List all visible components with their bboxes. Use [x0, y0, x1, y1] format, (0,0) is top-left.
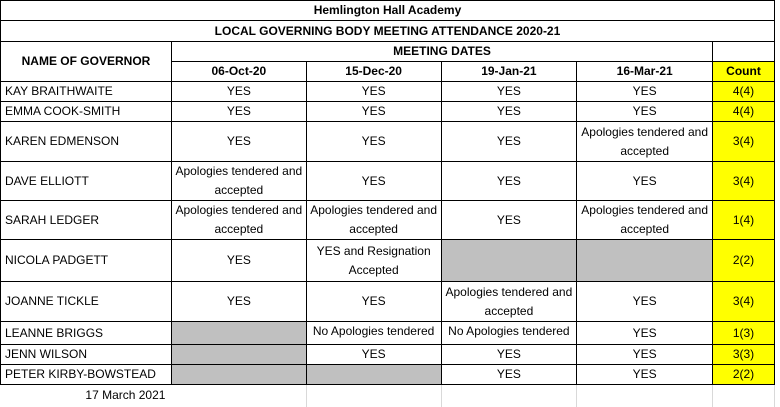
attendance-cell: YES — [577, 102, 713, 122]
attendance-cell: YES — [441, 365, 577, 385]
footer-date: 17 March 2021 — [85, 388, 166, 403]
attendance-cell: Apologies tendered and accepted — [306, 201, 441, 240]
attendance-cell: Apologies tendered and accepted — [441, 282, 577, 322]
attendance-cell: No Apologies tendered — [306, 322, 441, 345]
not-applicable-cell — [171, 345, 306, 365]
governor-name: EMMA COOK-SMITH — [1, 102, 172, 122]
attendance-cell: YES — [171, 282, 306, 322]
count-cell: 2(2) — [713, 240, 775, 282]
governor-name: JENN WILSON — [1, 345, 172, 365]
attendance-cell: YES — [577, 162, 713, 201]
attendance-cell: Apologies tendered and accepted — [577, 201, 713, 240]
attendance-cell: YES — [171, 102, 306, 122]
table-subtitle: LOCAL GOVERNING BODY MEETING ATTENDANCE 2020-21 — [1, 21, 775, 42]
attendance-cell: YES — [171, 240, 306, 282]
attendance-cell: Apologies tendered and accepted — [171, 162, 306, 201]
governor-name: SARAH LEDGER — [1, 201, 172, 240]
not-applicable-cell — [306, 365, 441, 385]
attendance-cell: YES — [306, 122, 441, 162]
governor-name: KAY BRAITHWAITE — [1, 82, 172, 102]
count-cell: 3(4) — [713, 282, 775, 322]
count-cell: 2(2) — [713, 365, 775, 385]
count-cell: 1(4) — [713, 201, 775, 240]
attendance-cell: YES — [441, 201, 577, 240]
school-title: Hemlington Hall Academy — [1, 1, 775, 21]
not-applicable-cell — [171, 322, 306, 345]
governor-name: KAREN EDMENSON — [1, 122, 172, 162]
attendance-cell: YES — [441, 162, 577, 201]
attendance-cell: YES — [577, 82, 713, 102]
count-cell: 3(4) — [713, 122, 775, 162]
date-header: 06-Oct-20 — [171, 62, 306, 82]
governor-name: JOANNE TICKLE — [1, 282, 172, 322]
attendance-cell: YES — [306, 82, 441, 102]
name-header: NAME OF GOVERNOR — [1, 42, 172, 82]
attendance-cell: YES — [577, 365, 713, 385]
date-header: 16-Mar-21 — [577, 62, 713, 82]
attendance-cell: YES — [171, 82, 306, 102]
count-cell: 3(3) — [713, 345, 775, 365]
attendance-cell: YES — [577, 345, 713, 365]
attendance-cell: YES — [441, 345, 577, 365]
date-header: 19-Jan-21 — [441, 62, 577, 82]
attendance-cell: YES — [306, 162, 441, 201]
not-applicable-cell — [577, 240, 713, 282]
governor-name: LEANNE BRIGGS — [1, 322, 172, 345]
attendance-cell: YES — [441, 82, 577, 102]
attendance-cell: YES — [441, 122, 577, 162]
attendance-cell: Apologies tendered and accepted — [171, 201, 306, 240]
count-cell: 4(4) — [713, 82, 775, 102]
governor-name: DAVE ELLIOTT — [1, 162, 172, 201]
governor-name: NICOLA PADGETT — [1, 240, 172, 282]
attendance-cell: YES — [306, 102, 441, 122]
attendance-cell: No Apologies tendered — [441, 322, 577, 345]
count-header-spacer — [713, 42, 775, 62]
count-cell: 1(3) — [713, 322, 775, 345]
attendance-cell: YES — [441, 102, 577, 122]
attendance-cell: YES — [306, 282, 441, 322]
attendance-cell: YES — [306, 345, 441, 365]
count-cell: 4(4) — [713, 102, 775, 122]
count-header: Count — [713, 62, 775, 82]
attendance-cell: YES — [577, 282, 713, 322]
meeting-dates-header: MEETING DATES — [171, 42, 712, 62]
governor-name: PETER KIRBY-BOWSTEAD — [1, 365, 172, 385]
attendance-cell: Apologies tendered and accepted — [577, 122, 713, 162]
not-applicable-cell — [441, 240, 577, 282]
attendance-cell: YES and Resignation Accepted — [306, 240, 441, 282]
count-cell: 3(4) — [713, 162, 775, 201]
attendance-cell: YES — [577, 322, 713, 345]
attendance-cell: YES — [171, 122, 306, 162]
not-applicable-cell — [171, 365, 306, 385]
date-header: 15-Dec-20 — [306, 62, 441, 82]
